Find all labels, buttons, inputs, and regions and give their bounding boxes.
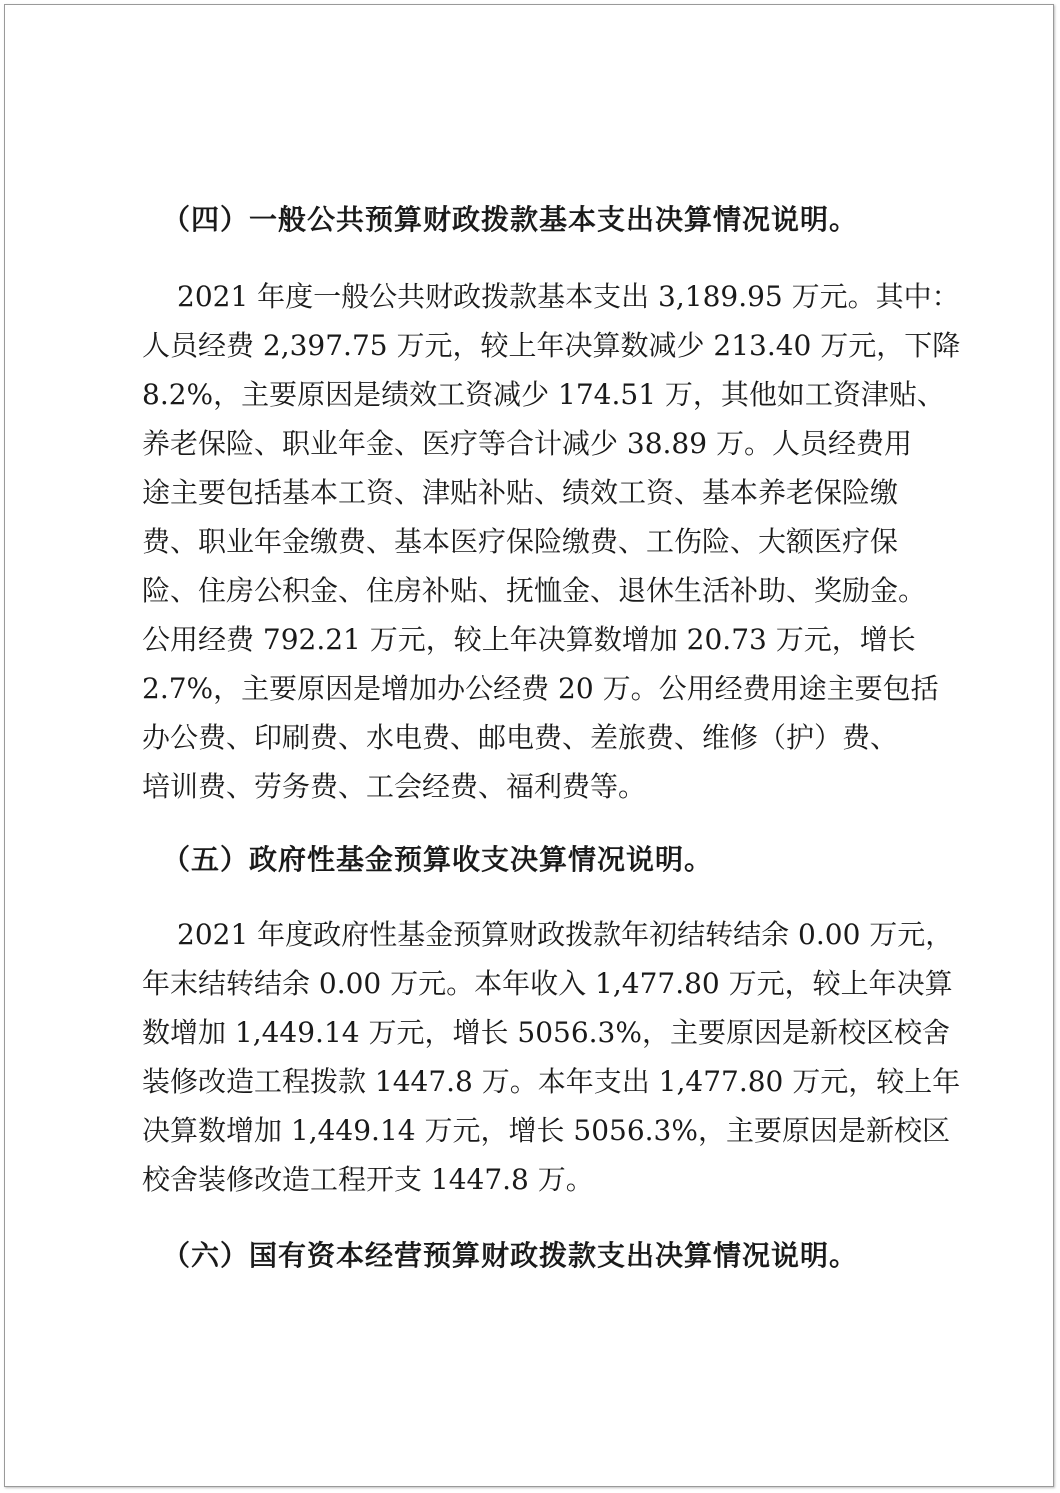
section-heading-6: （六）国有资本经营预算财政拨款支出决算情况说明。 xyxy=(162,1239,859,1272)
section-body-4 xyxy=(142,272,961,811)
section-heading-4: （四）一般公共预算财政拨款基本支出决算情况说明。 xyxy=(162,203,859,236)
paragraph-line: 数增加 1,449.14 万元，增长 5056.3%，主要原因是新校区校舍 xyxy=(142,1016,950,1049)
paragraph-line: 公用经费 792.21 万元，较上年决算数增加 20.73 万元，增长 xyxy=(142,623,916,656)
paragraph-line: 决算数增加 1,449.14 万元，增长 5056.3%，主要原因是新校区 xyxy=(142,1114,950,1147)
paragraph-line: 人员经费 2,397.75 万元，较上年决算数减少 213.40 万元，下降 xyxy=(142,329,961,362)
paragraph-line: 年末结转结余 0.00 万元。本年收入 1,477.80 万元，较上年决算 xyxy=(142,967,953,1000)
paragraph-line: 装修改造工程拨款 1447.8 万。本年支出 1,477.80 万元，较上年 xyxy=(142,1065,961,1098)
paragraph-line: 校舍装修改造工程开支 1447.8 万。 xyxy=(142,1163,594,1196)
paragraph-line: 险、住房公积金、住房补贴、抚恤金、退休生活补助、奖励金。 xyxy=(142,574,927,607)
section-body-5 xyxy=(142,910,961,1204)
paragraph-line: 2021 年度政府性基金预算财政拨款年初结转结余 0.00 万元， xyxy=(177,918,954,951)
paragraph-line: 培训费、劳务费、工会经费、福利费等。 xyxy=(142,770,647,803)
paragraph-line: 办公费、印刷费、水电费、邮电费、差旅费、维修（护）费、 xyxy=(142,721,899,754)
paragraph-line: 2021 年度一般公共财政拨款基本支出 3,189.95 万元。其中： xyxy=(177,280,960,313)
section-heading-5: （五）政府性基金预算收支决算情况说明。 xyxy=(162,843,714,876)
paragraph-line: 费、职业年金缴费、基本医疗保险缴费、工伤险、大额医疗保 xyxy=(142,525,899,558)
paragraph-line: 8.2%，主要原因是绩效工资减少 174.51 万，其他如工资津贴、 xyxy=(142,378,945,411)
paragraph-line: 途主要包括基本工资、津贴补贴、绩效工资、基本养老保险缴 xyxy=(142,476,899,509)
paragraph-line: 养老保险、职业年金、医疗等合计减少 38.89 万。人员经费用 xyxy=(142,427,912,460)
paragraph-line: 2.7%，主要原因是增加办公经费 20 万。公用经费用途主要包括 xyxy=(142,672,939,705)
